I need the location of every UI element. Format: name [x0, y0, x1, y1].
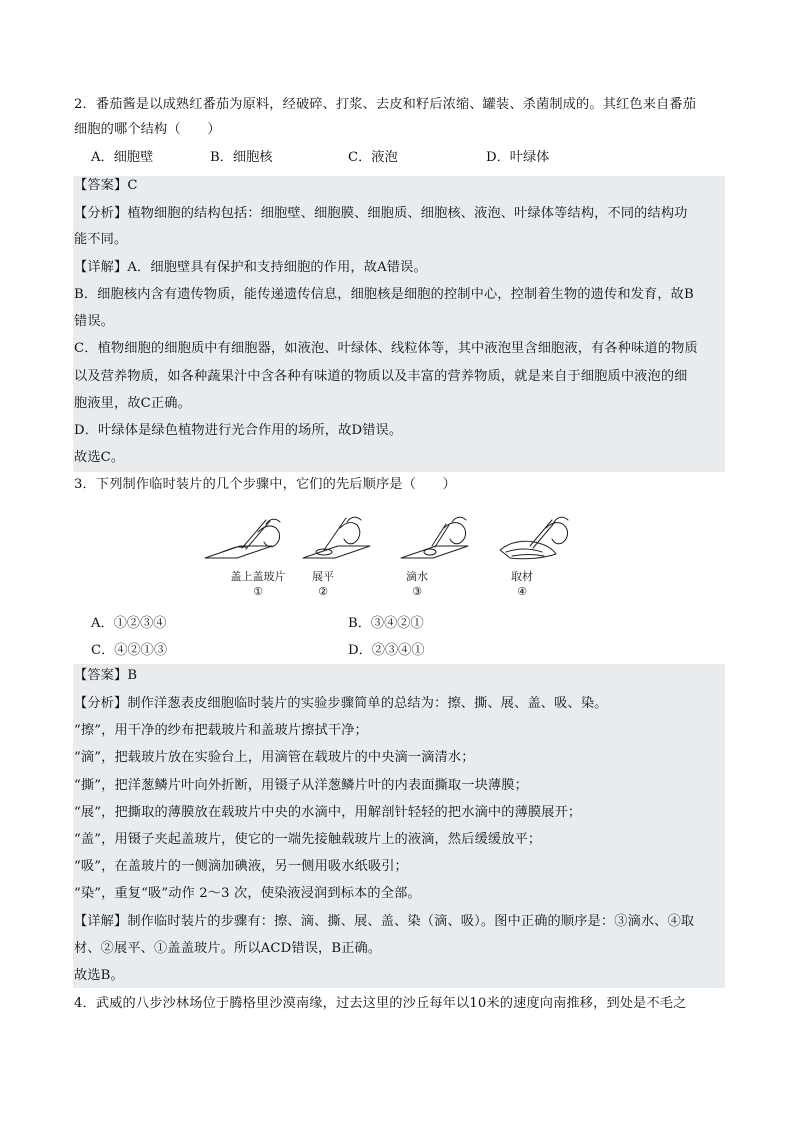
step-take-material-drawing: [500, 517, 568, 559]
q3-analysis-line-7: “吸”，在盖玻片的一侧滴加碘液，另一侧用吸水纸吸引；: [74, 859, 408, 874]
q3-detail-line-2: 材、②展平、①盖盖玻片。所以ACD错误，B正确。: [74, 941, 382, 956]
q2-detail-line-4: C．植物细胞的细胞质中有细胞器，如液泡、叶绿体、线粒体等，其中液泡里含细胞液，有各种味道的物质: [74, 341, 698, 356]
step-4-number: ④: [517, 585, 527, 598]
q3-answer: 【答案】B: [74, 668, 138, 683]
q2-detail-line-7: D．叶绿体是绿色植物进行光合作用的场所，故D错误。: [74, 423, 403, 438]
step-3-number: ③: [412, 585, 422, 598]
step-spread-drawing: [303, 517, 370, 558]
q2-answer: 【答案】C: [74, 178, 138, 193]
step-1-number: ①: [253, 585, 263, 598]
q3-option-d: D．②③④①: [348, 643, 425, 658]
q3-detail-line-1: 【详解】制作临时装片的步骤有：擦、滴、撕、展、盖、染（滴、吸）。图中正确的顺序是：③滴水、④取: [74, 914, 695, 929]
q3-option-b: B．③④②①: [348, 616, 424, 631]
q2-stem-line-1: 2．番茄酱是以成熟红番茄为原料，经破碎、打浆、去皮和籽后浓缩、罐装、杀菌制成的。其红色来自番茄: [74, 97, 697, 112]
q2-detail-line-6: 胞液里，故C正确。: [74, 396, 191, 411]
step-4-label: 取材: [511, 570, 533, 583]
q2-option-a: A．细胞壁: [91, 150, 154, 165]
q3-analysis-line-3: “滴”，把载玻片放在实验台上，用滴管在载玻片的中央滴一滴清水；: [74, 750, 475, 765]
slide-preparation-figure: [200, 512, 590, 612]
q2-option-b: B．细胞核: [210, 150, 273, 165]
q3-analysis-line-5: “展”，把撕取的薄膜放在载玻片中央的水滴中，用解剖针轻轻的把水滴中的薄膜展开；: [74, 805, 582, 820]
q2-detail-line-8: 故选C。: [74, 450, 125, 465]
q3-analysis-line-8: “染”，重复“吸”动作 2～3 次，使染液浸润到标本的全部。: [74, 886, 421, 901]
step-3-label: 滴水: [406, 570, 428, 583]
q3-option-a: A．①②③④: [91, 616, 167, 631]
q3-analysis-line-4: “撕”，把洋葱鳞片叶向外折断，用镊子从洋葱鳞片叶的内表面撕取一块薄膜；: [74, 778, 528, 793]
step-2-number: ②: [318, 585, 328, 598]
q2-analysis-line-1: 【分析】植物细胞的结构包括：细胞壁、细胞膜、细胞质、细胞核、液泡、叶绿体等结构，不同的结构功: [74, 206, 688, 221]
q3-option-c: C．④②①③: [91, 643, 168, 658]
q2-detail-line-5: 以及营养物质，如各种蔬果汁中含各种有味道的物质以及丰富的营养物质，就是来自于细胞质中液泡的细: [74, 369, 688, 384]
q4-stem: 4．武威的八步沙林场位于腾格里沙漠南缘，过去这里的沙丘每年以10米的速度向南推移，到处是不毛之: [74, 996, 687, 1011]
q3-detail-line-3: 故选B。: [74, 968, 124, 983]
q2-option-d: D．叶绿体: [486, 150, 550, 165]
step-2-label: 展平: [312, 570, 334, 583]
step-drop-water-drawing: [401, 517, 468, 558]
q3-stem: 3．下列制作临时装片的几个步骤中，它们的先后顺序是（ ）: [74, 477, 456, 492]
q2-detail-line-1: 【详解】A．细胞壁具有保护和支持细胞的作用，故A错误。: [74, 260, 427, 275]
q2-stem-line-2: 细胞的哪个结构（ ）: [74, 122, 221, 137]
q2-option-c: C．液泡: [348, 150, 398, 165]
q2-detail-line-3: 错误。: [74, 314, 115, 329]
q2-analysis-line-2: 能不同。: [74, 232, 128, 247]
q3-analysis-line-1: 【分析】制作洋葱表皮细胞临时装片的实验步骤简单的总结为：擦、撕、展、盖、吸、染。: [74, 696, 608, 711]
step-1-label: 盖上盖玻片: [230, 570, 286, 583]
q2-detail-line-2: B．细胞核内含有遗传物质，能传递遗传信息，细胞核是细胞的控制中心，控制着生物的遗传和发育，故B: [74, 287, 694, 302]
step-cover-slip-drawing: [205, 519, 280, 558]
q3-analysis-line-6: “盖”，用镊子夹起盖玻片，使它的一端先接触载玻片上的液滴，然后缓缓放平；: [74, 832, 542, 847]
q3-analysis-line-2: “擦”，用干净的纱布把载玻片和盖玻片擦拭干净；: [74, 723, 368, 738]
